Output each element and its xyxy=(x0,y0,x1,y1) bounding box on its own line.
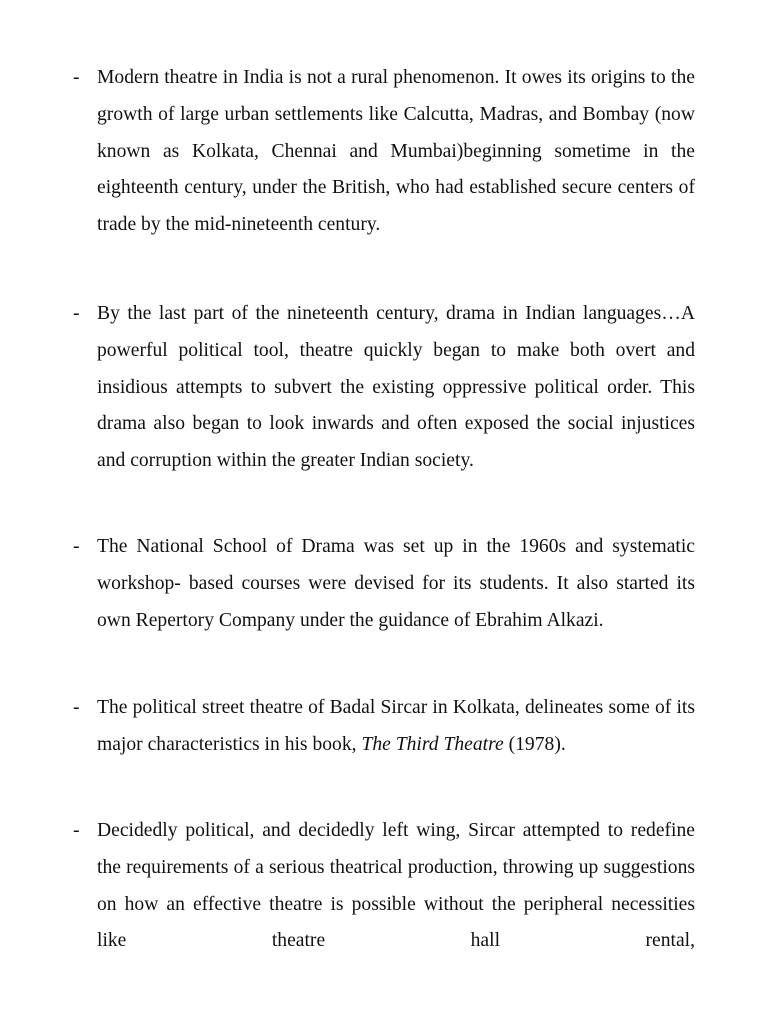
paragraph-text xyxy=(97,690,695,764)
paragraph-text-end: (1978). xyxy=(503,733,566,755)
bullet-dash: - xyxy=(73,820,80,841)
bullet-dash: - xyxy=(73,303,80,324)
paragraph-text: Decidedly political, and decidedly left wing, Sircar attempted to redefine the requirements of a serious theatrical production, throwing up suggestions on how an effective theatre is possible without the peripheral necessities like theatre hall rental, xyxy=(97,820,695,952)
bullet-dash: - xyxy=(73,67,80,88)
book-title: The Third Theatre xyxy=(361,733,504,755)
paragraph-text: By the last part of the nineteenth century, drama in Indian languages…A powerful political tool, theatre quickly began to make both overt and insidious attempts to subvert the existing oppressive political order. This drama also began to look inwards and often exposed the social injustices and corruption within the greater Indian society. xyxy=(97,303,695,472)
paragraph-text: The National School of Drama was set up in the 1960s and systematic workshop- based courses were devised for its students. It also started its own Repertory Company under the guidance of Ebrahim Alkazi. xyxy=(97,536,695,631)
paragraph-text: Modern theatre in India is not a rural phenomenon. It owes its origins to the growth of large urban settlements like Calcutta, Madras, and Bombay (now known as Kolkata, Chennai and Mumbai)beginning sometime in the eighteenth century, under the British, who had established secure centers of trade by the mid-nineteenth century. xyxy=(97,67,695,236)
paragraph-text-start: The political street theatre of Badal Sircar in Kolkata, delineates some of its major characteristics in his book, xyxy=(97,697,695,755)
bullet-dash: - xyxy=(73,536,80,557)
bullet-dash: - xyxy=(73,697,80,718)
